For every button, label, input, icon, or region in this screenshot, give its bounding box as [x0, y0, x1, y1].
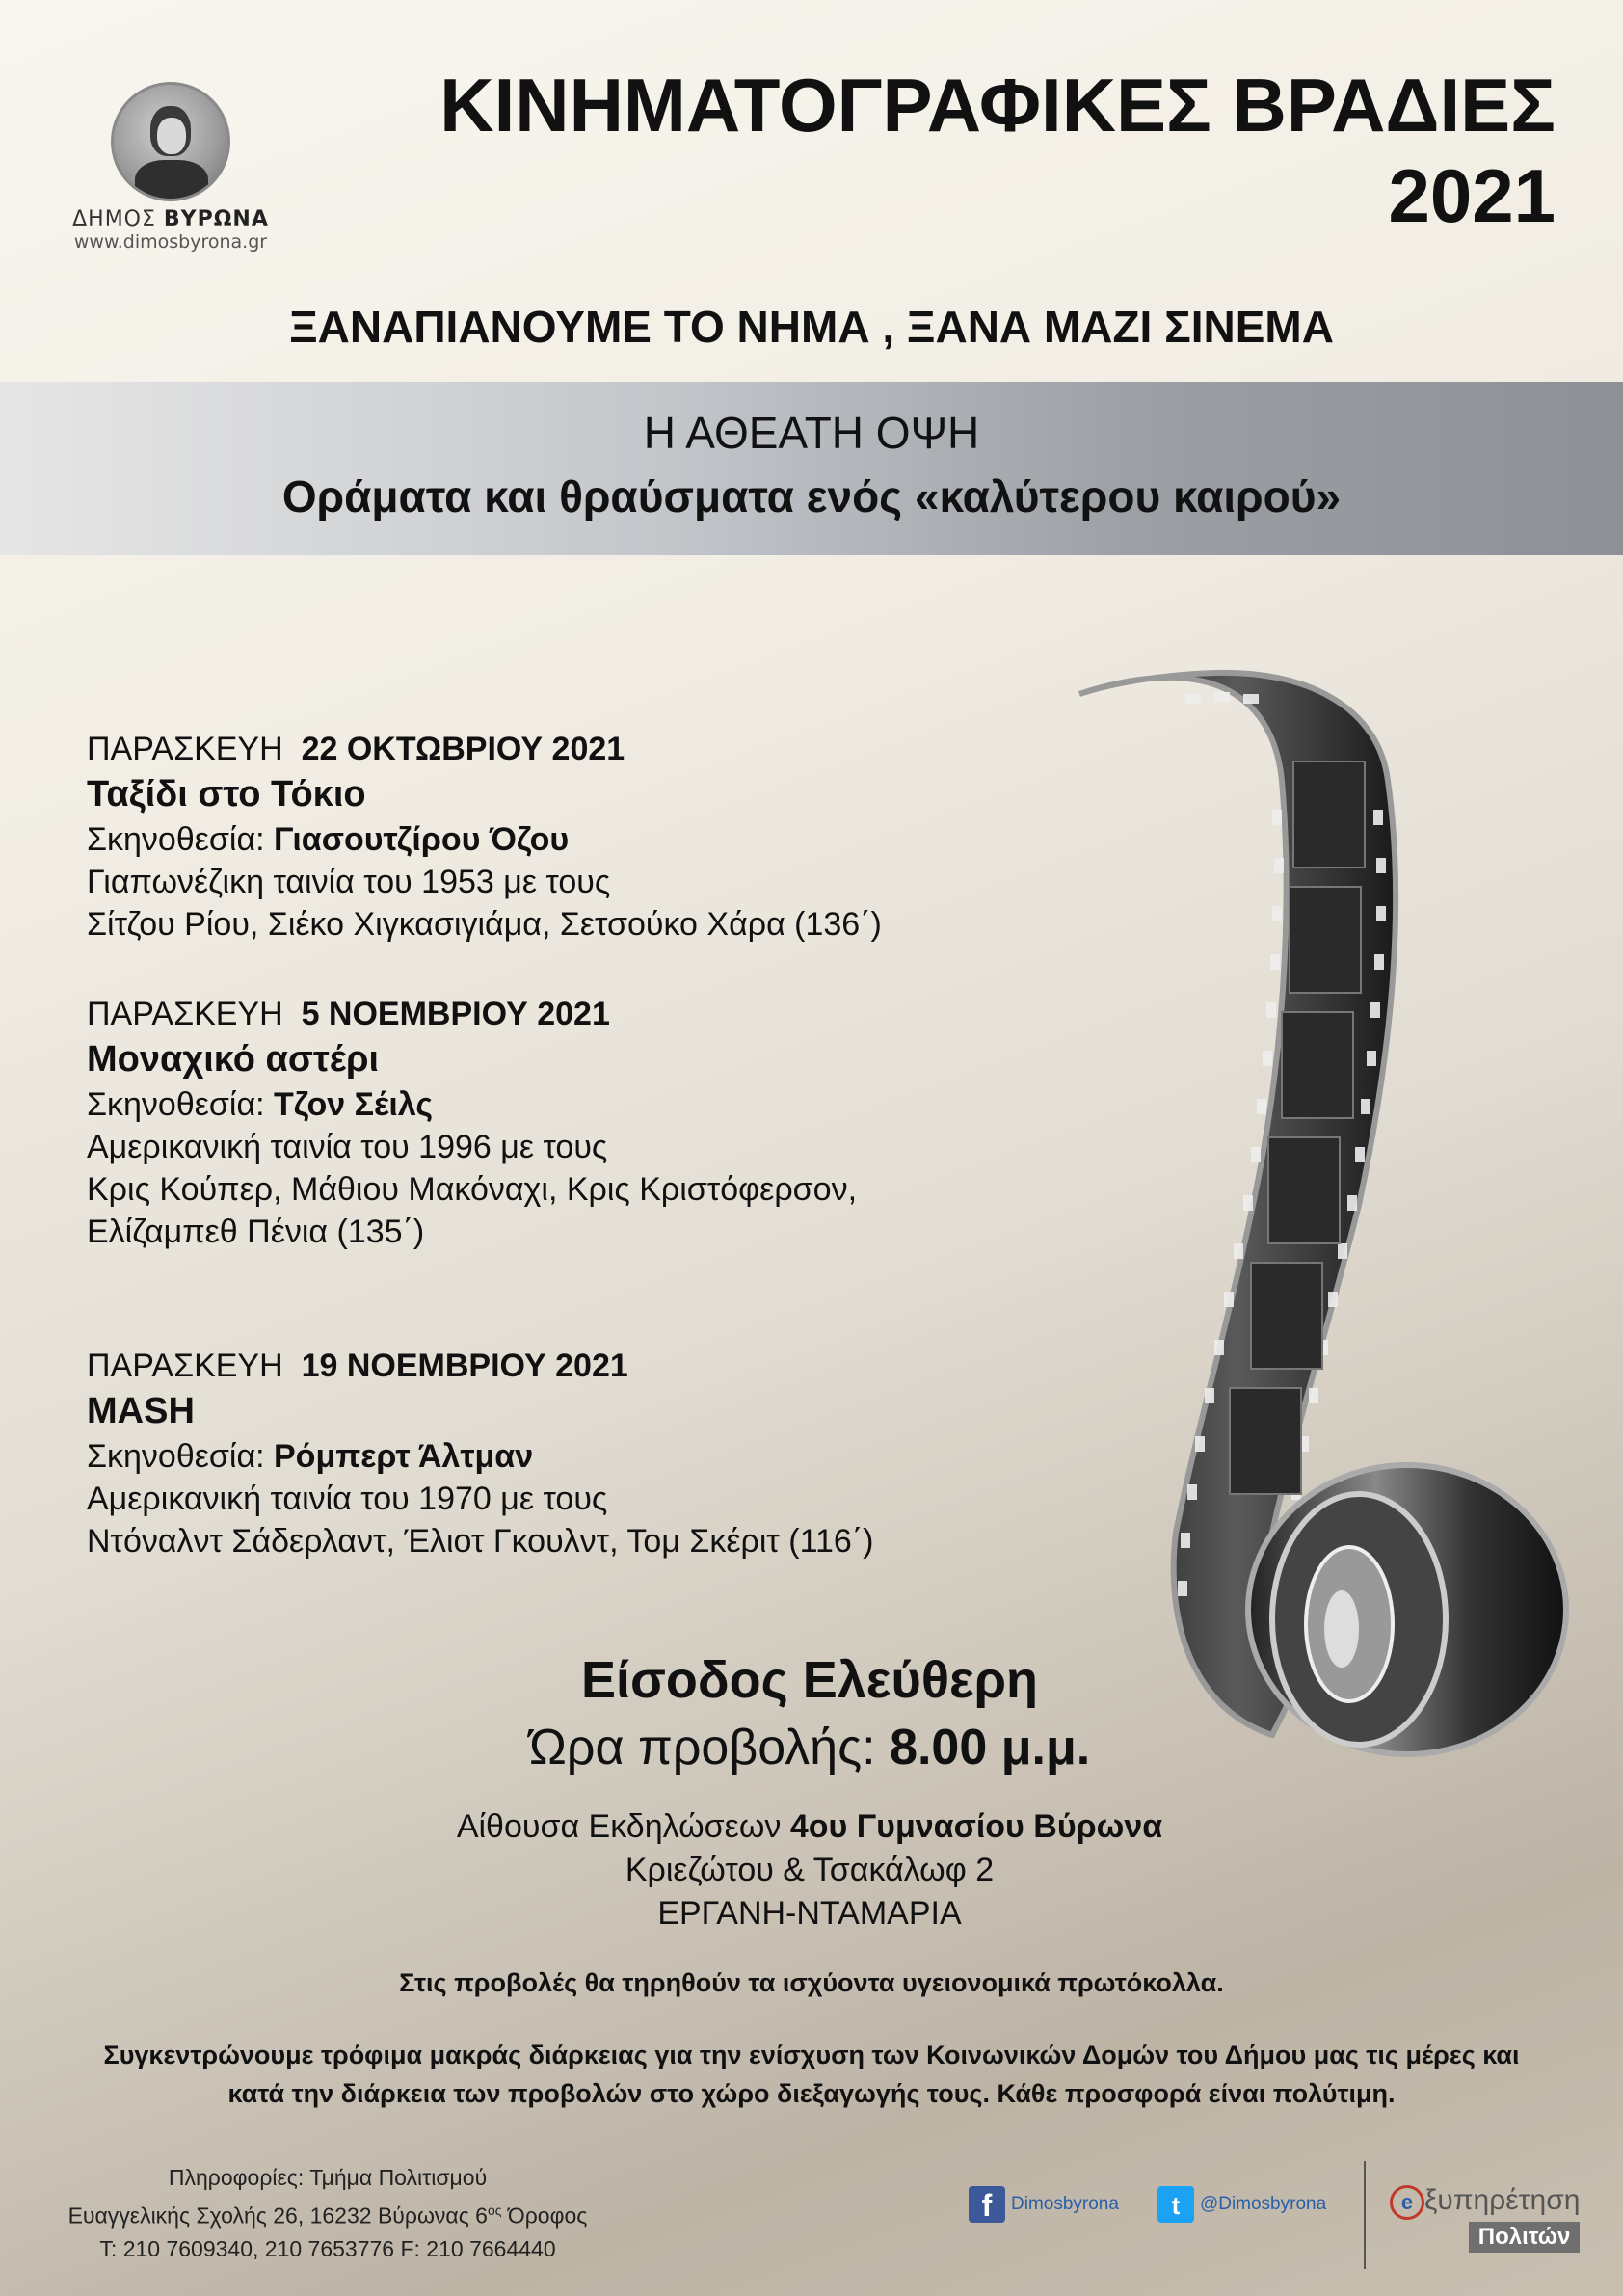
film-director: Σκηνοθεσία: Τζον Σέιλς — [87, 1086, 434, 1123]
film-desc-line: Σίτζου Ρίου, Σιέκο Χιγκασιγιάμα, Σετσούκο Χάρα (136΄) — [87, 906, 882, 943]
footer-divider — [1364, 2161, 1366, 2269]
film-title: MASH — [87, 1391, 195, 1431]
venue-info — [318, 1805, 1301, 1936]
food-collection-note: Συγκεντρώνουμε τρόφιμα μακράς διάρκειας για την ενίσχυση των Κοινωνικών Δομών του Δήμου μας τις μέρες και κατά την διάρκεια των προβολών στο χώρο διεξαγωγής τους. Κάθε προσφορά είναι πολύτιμη. — [103, 2041, 1520, 2108]
film-desc-line: Ελίζαμπεθ Πένια (135΄) — [87, 1214, 425, 1250]
free-entry: Είσοδος Ελεύθερη — [580, 1651, 1039, 1709]
film-reel-icon — [1041, 665, 1581, 1802]
film-desc-line: Γιαπωνέζικη ταινία του 1953 με τους — [87, 864, 611, 900]
title-line1: ΚΙΝΗΜΑΤΟΓΡΑΦΙΚΕΣ ΒΡΑΔΙΕΣ — [439, 63, 1556, 147]
logo-name: ΔΗΜΟΣ ΒΥΡΩΝΑ — [72, 207, 269, 231]
theme-band — [0, 382, 1623, 555]
twitter-link[interactable]: t @Dimosbyrona — [1157, 2186, 1326, 2223]
citizen-service-logo: e ξυπηρέτηση Πολιτών — [1390, 2184, 1580, 2253]
film-entry-3 — [87, 1345, 954, 1562]
film-desc-line: Κρις Κούπερ, Μάθιου Μακόναχι, Κρις Κριστόφερσον, — [87, 1171, 858, 1208]
venue-line2: Κριεζώτου & Τσακάλωφ 2 — [625, 1852, 995, 1888]
health-protocol-note: Στις προβολές θα τηρηθούν τα ισχύοντα υγειονομικά πρωτόκολλα. — [399, 1968, 1224, 1997]
film-date: ΠΑΡΑΣΚΕΥΗ 5 ΝΟΕΜΒΡΙΟΥ 2021 — [87, 996, 610, 1032]
film-title: Μοναχικό αστέρι — [87, 1039, 380, 1080]
logo-website: www.dimosbyrona.gr — [73, 231, 268, 253]
screening-time: Ώρα προβολής: 8.00 μ.μ. — [528, 1720, 1091, 1775]
film-desc-line: Ντόναλντ Σάδερλαντ, Έλιοτ Γκουλντ, Τομ Σκέριτ (116΄) — [87, 1523, 874, 1560]
film-entry-2 — [87, 993, 954, 1253]
contact-info: Πληροφορίες: Τμήμα Πολιτισμού Ευαγγελικής Σχολής 26, 16232 Βύρωνας $6^{o\varsigma}$ Όροφος Τ: 210 7609340, 210 7653776 F: 210 7664440 — [67, 2165, 588, 2261]
byron-portrait-medal — [111, 82, 230, 201]
film-desc-line: Αμερικανική ταινία του 1996 με τους — [87, 1129, 608, 1165]
entry-info — [414, 1646, 1205, 1781]
title-year: 2021 — [1388, 153, 1556, 238]
slogan: ΞΑΝΑΠΙΑΝΟΥΜΕ ΤΟ ΝΗΜΑ , ΞΑΝΑ ΜΑΖΙ ΣΙΝΕΜΑ — [289, 302, 1334, 352]
film-director: Σκηνοθεσία: Γιασουτζίρου Όζου — [87, 821, 570, 858]
venue-line3: ΕΡΓΑΝΗ-ΝΤΑΜΑΡΙΑ — [657, 1895, 962, 1932]
film-date: ΠΑΡΑΣΚΕΥΗ 22 ΟΚΤΩΒΡΙΟΥ 2021 — [87, 731, 625, 767]
venue-line1: Αίθουσα Εκδηλώσεων 4ου Γυμνασίου Βύρωνα — [456, 1808, 1163, 1845]
facebook-icon: f — [969, 2186, 1005, 2223]
facebook-link[interactable]: f Dimosbyrona — [969, 2186, 1119, 2223]
theme-line1: Η ΑΘΕΑΤΗ ΟΨΗ — [643, 408, 980, 458]
page-title — [439, 60, 1556, 241]
theme-line2: Οράματα και θραύσματα ενός «καλύτερου καιρού» — [281, 471, 1342, 521]
film-date: ΠΑΡΑΣΚΕΥΗ 19 ΝΟΕΜΒΡΙΟΥ 2021 — [87, 1348, 628, 1384]
film-entry-1 — [87, 728, 954, 946]
film-desc-line: Αμερικανική ταινία του 1970 με τους — [87, 1481, 608, 1517]
social-links — [969, 2186, 1365, 2223]
film-director: Σκηνοθεσία: Ρόμπερτ Άλτμαν — [87, 1438, 534, 1475]
municipality-logo — [60, 82, 281, 253]
film-title: Ταξίδι στο Τόκιο — [87, 774, 366, 814]
e-letter-icon: e — [1390, 2185, 1424, 2220]
twitter-icon: t — [1157, 2186, 1194, 2223]
